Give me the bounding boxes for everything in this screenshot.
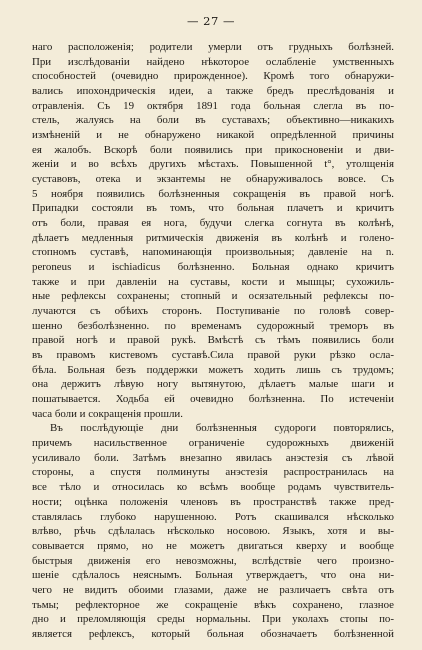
text-line: женіи и во всѣхъ другихъ мѣстахъ. Повышенной t°, утолщенія [32,158,394,171]
text-line: суставовъ, отека и экзантемы не обнаруживалось вовсе. Съ [32,173,394,186]
text-line: также и при давленіи на суставы, кости и мышцы; сухожиль- [32,275,394,288]
text-line: тьмы; рефлекторное же сокращеніе вѣкъ сохранено, глазное [32,598,394,611]
text-line: она держитъ лѣвую ногу вытянутою, дѣлаетъ малые шаги и [32,378,394,391]
text-line: совывается прямо, но не можетъ двигаться кверху и вообще [32,539,394,552]
text-line: ные рефлексы сохранены; стопный и осязательный рефлексы по- [32,290,394,303]
text-line: шеніе сдѣлалось неяснымъ. Больная утверждаетъ, что она ни- [32,569,394,582]
text-line: причемъ насильственное ограниченіе судорожныхъ движеній [32,437,394,450]
text-line: стороны, а спустя полминуты анэстезія распространилась на [32,466,394,479]
text-line: пошатывается. Ходьба ей очевидно болѣзненна. По истеченіи [32,393,394,406]
text-line: усиливало боли. Затѣмъ внезапно явилась анэстезія съ лѣвой [32,451,394,464]
text-line: peroneus и ischiadicus болѣзненно. Больная однако кричитъ [32,261,394,274]
text-line: ности; оцѣнка положенія членовъ въ пространствѣ также пред- [32,495,394,508]
text-line: является рефлексъ, который больная обозначаетъ болѣзненной [32,627,394,640]
text-line: все тѣло и относилась ко всѣмъ вообще родамъ чувствитель- [32,481,394,494]
text-line: отравленія. Съ 19 октября 1891 года больная слегла въ по- [32,99,394,112]
text-line: вались ипохондрическія идеи, а также бредъ преслѣдованія и [32,85,394,98]
body-text [32,40,394,642]
text-line: измѣненій и не обнаружено никакой опредѣленной причины [32,129,394,142]
text-line: Припадки состояли въ томъ, что больная плачетъ и кричитъ [32,202,394,215]
page-number-header: — 27 — [187,14,235,28]
text-line: бѣла. Больная безъ поддержки можетъ ходить лишь съ трудомъ; [32,363,394,376]
text-line: способностей (очевидно прирожденное). Кромѣ того обнаружи- [32,70,394,83]
text-line: быстрыя движенія его невозможны, вслѣдствіе чего произно- [32,554,394,567]
text-line: лучаются съ обѣихъ сторонъ. Поступиваніе по головѣ совер- [32,305,394,318]
text-line: При изслѣдованіи найдено нѣкоторое ослабленіе умственныхъ [32,55,394,68]
text-line: правой ногѣ и правой рукѣ. Вмѣстѣ съ тѣмъ появились боли [32,334,394,347]
text-line: отъ боли, правая ея нога, будучи слегка согнута въ колѣнѣ, [32,217,394,230]
text-line: 5 ноября появились болѣзненныя сокращенія въ правой ногѣ. [32,187,394,200]
text-line: наго расположенія; родители умерли отъ грудныхъ болѣзней. [32,41,394,53]
text-line: ея жалобъ. Вскорѣ боли появились при прикосновеніи и дви- [32,143,394,156]
text-line: ставлялась глубоко нарушенною. Ротъ скашивался нѣсколько [32,510,394,523]
text-line: Въ послѣдующіе дни болѣзненныя судороги повторялись, [50,422,394,435]
text-line: чего не видитъ обоими глазами, даже не различаетъ свѣта отъ [32,583,394,596]
text-line: шенно безболѣзненно. по временамъ судорожный треморъ въ [32,319,394,332]
text-line: въ правомъ кистевомъ суставѣ.Сила правой руки рѣзко осла- [32,349,394,362]
text-line: дѣлаетъ медленныя ритмическія движенія въ колѣнѣ и голено- [32,231,394,244]
text-line: стопномъ суставѣ, напоминающія произвольныя; давленіе на n. [32,246,394,259]
text-line: дно и преломляющія среды нормальны. При уколахъ стопы по- [32,613,394,626]
text-line: влѣво, рѣчь сдѣлалась нѣсколько носовою. Языкъ, хотя и вы- [32,525,394,538]
text-line: часа боли и сокращенія прошли. [32,407,183,420]
text-line: стель, жалуясь на боли въ суставахъ; объективно—никакихъ [32,114,394,127]
